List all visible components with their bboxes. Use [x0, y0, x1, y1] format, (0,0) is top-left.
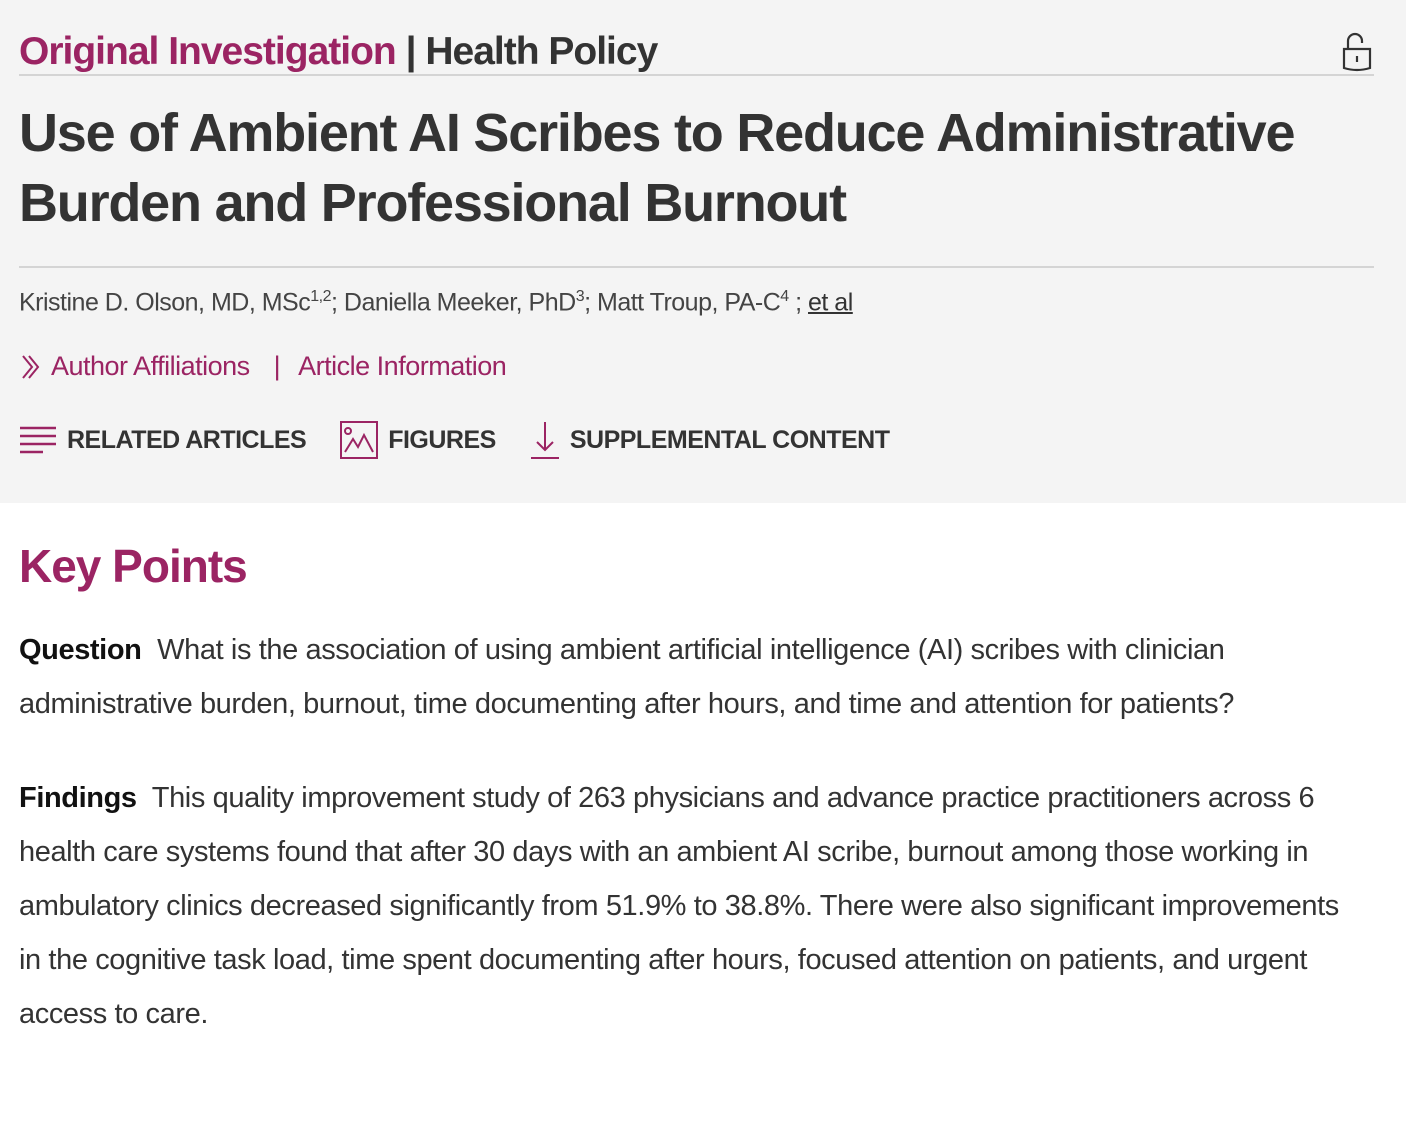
- author-affiliation-number: 3: [575, 288, 585, 305]
- article-tools: [19, 420, 1374, 460]
- supplemental-content-button[interactable]: [530, 420, 890, 460]
- author-name[interactable]: Matt Troup, PA-C: [597, 288, 781, 317]
- article-header: [0, 0, 1406, 503]
- author-affiliations-link[interactable]: Author Affiliations: [51, 351, 250, 382]
- related-articles-label: RELATED ARTICLES: [67, 425, 307, 454]
- author-affiliation-number: 4: [780, 288, 789, 305]
- article-information-link[interactable]: Article Information: [298, 351, 507, 382]
- unlocked-icon: [1340, 30, 1374, 74]
- key-points-section: [0, 503, 1406, 1041]
- findings-text: This quality improvement study of 263 physicians and advance practice practitioners across 6 health care systems found that after 30 days with an ambient AI scribe, burnout among those working in ambulatory clinics decreased significantly from 51.9% to 38.8%. There were also significant improvements in the cognitive task load, time spent documenting after hours, focused attention on patients, and urgent access to care.: [19, 782, 1339, 1030]
- author-separator: ;: [330, 288, 344, 317]
- category-separator: |: [405, 30, 416, 73]
- author-separator: ;: [584, 288, 597, 317]
- author-affiliation-number: 1,2: [310, 288, 331, 305]
- article-title: Use of Ambient AI Scribes to Reduce Administrative Burden and Professional Burnout: [19, 76, 1374, 268]
- article-info-links: [19, 351, 1374, 382]
- key-point-question: [19, 623, 1366, 731]
- author-name[interactable]: Daniella Meeker, PhD: [343, 288, 576, 317]
- et-al-link[interactable]: et al: [808, 288, 853, 317]
- image-icon: [340, 421, 378, 459]
- question-text: What is the association of using ambient artificial intelligence (AI) scribes with clinician administrative burden, burnout, time documenting after hours, and time and attention for patients?: [19, 634, 1234, 720]
- author-list: [19, 288, 1374, 317]
- figures-button[interactable]: [340, 421, 496, 459]
- key-points-heading: Key Points: [19, 540, 247, 592]
- related-articles-button[interactable]: [19, 425, 306, 455]
- author-name[interactable]: Kristine D. Olson, MD, MSc: [19, 288, 311, 317]
- author-separator: ;: [788, 288, 809, 317]
- subcategory-label[interactable]: Health Policy: [425, 30, 658, 73]
- link-separator: |: [273, 351, 281, 382]
- list-icon: [19, 425, 57, 455]
- download-icon: [530, 420, 560, 460]
- double-chevron-right-icon: [19, 354, 43, 380]
- category-label[interactable]: Original Investigation: [19, 30, 396, 73]
- supplemental-content-label: SUPPLEMENTAL CONTENT: [569, 425, 890, 454]
- findings-label: Findings: [19, 782, 137, 814]
- question-label: Question: [19, 634, 142, 666]
- key-point-findings: [19, 771, 1366, 1041]
- article-category: [19, 0, 1374, 76]
- figures-label: FIGURES: [388, 425, 496, 454]
